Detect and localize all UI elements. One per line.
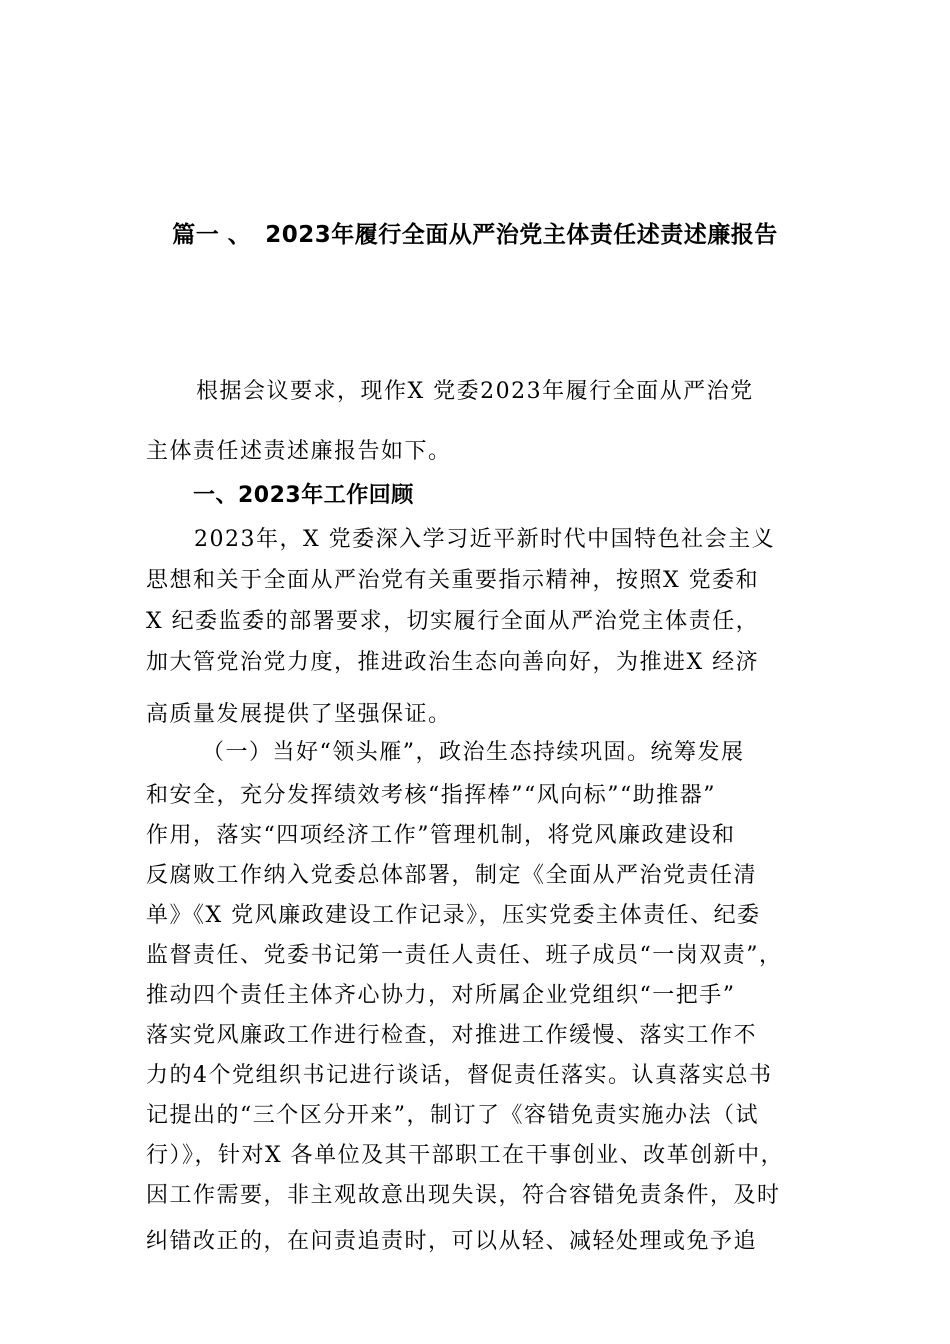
para2-line-13: 纠错改正的，在问责追责时，可以从轻、减轻处理或免予追: [146, 1229, 758, 1254]
para2-line-5: 单》《X 党风廉政建设工作记录》，压实党委主体责任、纪委: [146, 903, 761, 928]
title-prefix: 篇一 、: [172, 222, 252, 248]
para1-line-2: 思想和关于全面从严治党有关重要指示精神，按照X 党委和: [146, 568, 760, 593]
para2-line-6: 监督责任、党委书记第一责任人责任、班子成员“一岗双责”，: [146, 943, 783, 968]
para2-line-3: 作用，落实“四项经济工作”管理机制，将党风廉政建设和: [146, 823, 736, 848]
para2-line-4: 反腐败工作纳入党委总体部署，制定《全面从严治党责任清: [146, 863, 758, 888]
para2-line-2: 和安全，充分发挥绩效考核“指挥棒”“风向标”“助推器”: [146, 783, 716, 808]
intro-line-2: 主体责任述责述廉报告如下。: [146, 439, 452, 464]
paragraph-2: [146, 733, 816, 1273]
para2-line-7: 推动四个责任主体齐心协力，对所属企业党组织“一把手”: [146, 983, 736, 1008]
para2-line-9: 力的4个党组织书记进行谈话，督促责任落实。认真落实总书: [146, 1063, 773, 1088]
section-heading: 一、2023年工作回顾: [193, 483, 414, 508]
intro-paragraph: [146, 372, 816, 472]
para1-line-4: 加大管党治党力度，推进政治生态向善向好，为推进X 经济: [146, 650, 760, 675]
para2-line-8: 落实党风廉政工作进行检查，对推进工作缓慢、落实工作不: [146, 1023, 758, 1048]
document-title: [0, 215, 950, 255]
para2-line-12: 因工作需要，非主观故意出现失误，符合容错免责条件，及时: [146, 1183, 781, 1208]
para1-line-3: X 纪委监委的部署要求，切实履行全面从严治党主体责任，: [146, 609, 760, 634]
para2-line-1: （一）当好“领头雁”，政治生态持续巩固。统筹发展: [202, 740, 745, 765]
intro-line-1: 根据会议要求，现作X 党委2023年履行全面从严治党: [196, 379, 754, 404]
para1-line-1: 2023年，X 党委深入学习近平新时代中国特色社会主义: [194, 527, 776, 552]
para1-line-5: 高质量发展提供了坚强保证。: [146, 702, 452, 727]
title-main: 2023年履行全面从严治党主体责任述责述廉报告: [265, 222, 778, 248]
paragraph-1: [146, 520, 816, 740]
para2-line-11: 行）》，针对X 各单位及其干部职工在干事创业、改革创新中，: [146, 1143, 785, 1168]
para2-line-10: 记提出的“三个区分开来”，制订了《容错免责实施办法（试: [146, 1103, 759, 1128]
